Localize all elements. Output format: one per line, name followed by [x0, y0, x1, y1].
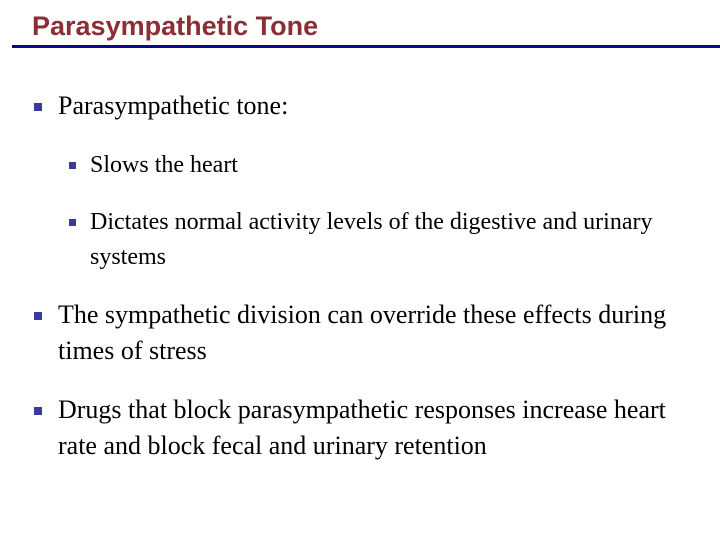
title-divider — [12, 45, 720, 48]
square-bullet-icon — [69, 219, 76, 226]
sub-bullet-item — [90, 205, 710, 275]
sub-bullet-item — [90, 148, 710, 183]
sub-bullet-text: Slows the heart — [90, 152, 238, 178]
bullet-item — [58, 392, 708, 464]
bullet-item — [58, 297, 708, 369]
square-bullet-icon — [34, 103, 42, 111]
square-bullet-icon — [34, 312, 42, 320]
slide-title: Parasympathetic Tone — [32, 11, 319, 41]
bullet-item — [58, 88, 708, 124]
bullet-text: Parasympathetic tone: — [58, 91, 289, 120]
sub-bullet-text: Dictates normal activity levels of the digestive and urinary systems — [90, 209, 653, 270]
bullet-text: The sympathetic division can override these effects during times of stress — [58, 300, 667, 365]
square-bullet-icon — [34, 407, 42, 415]
bullet-text: Drugs that block parasympathetic responses increase heart rate and block fecal and urinary retention — [58, 395, 666, 460]
square-bullet-icon — [69, 162, 76, 169]
